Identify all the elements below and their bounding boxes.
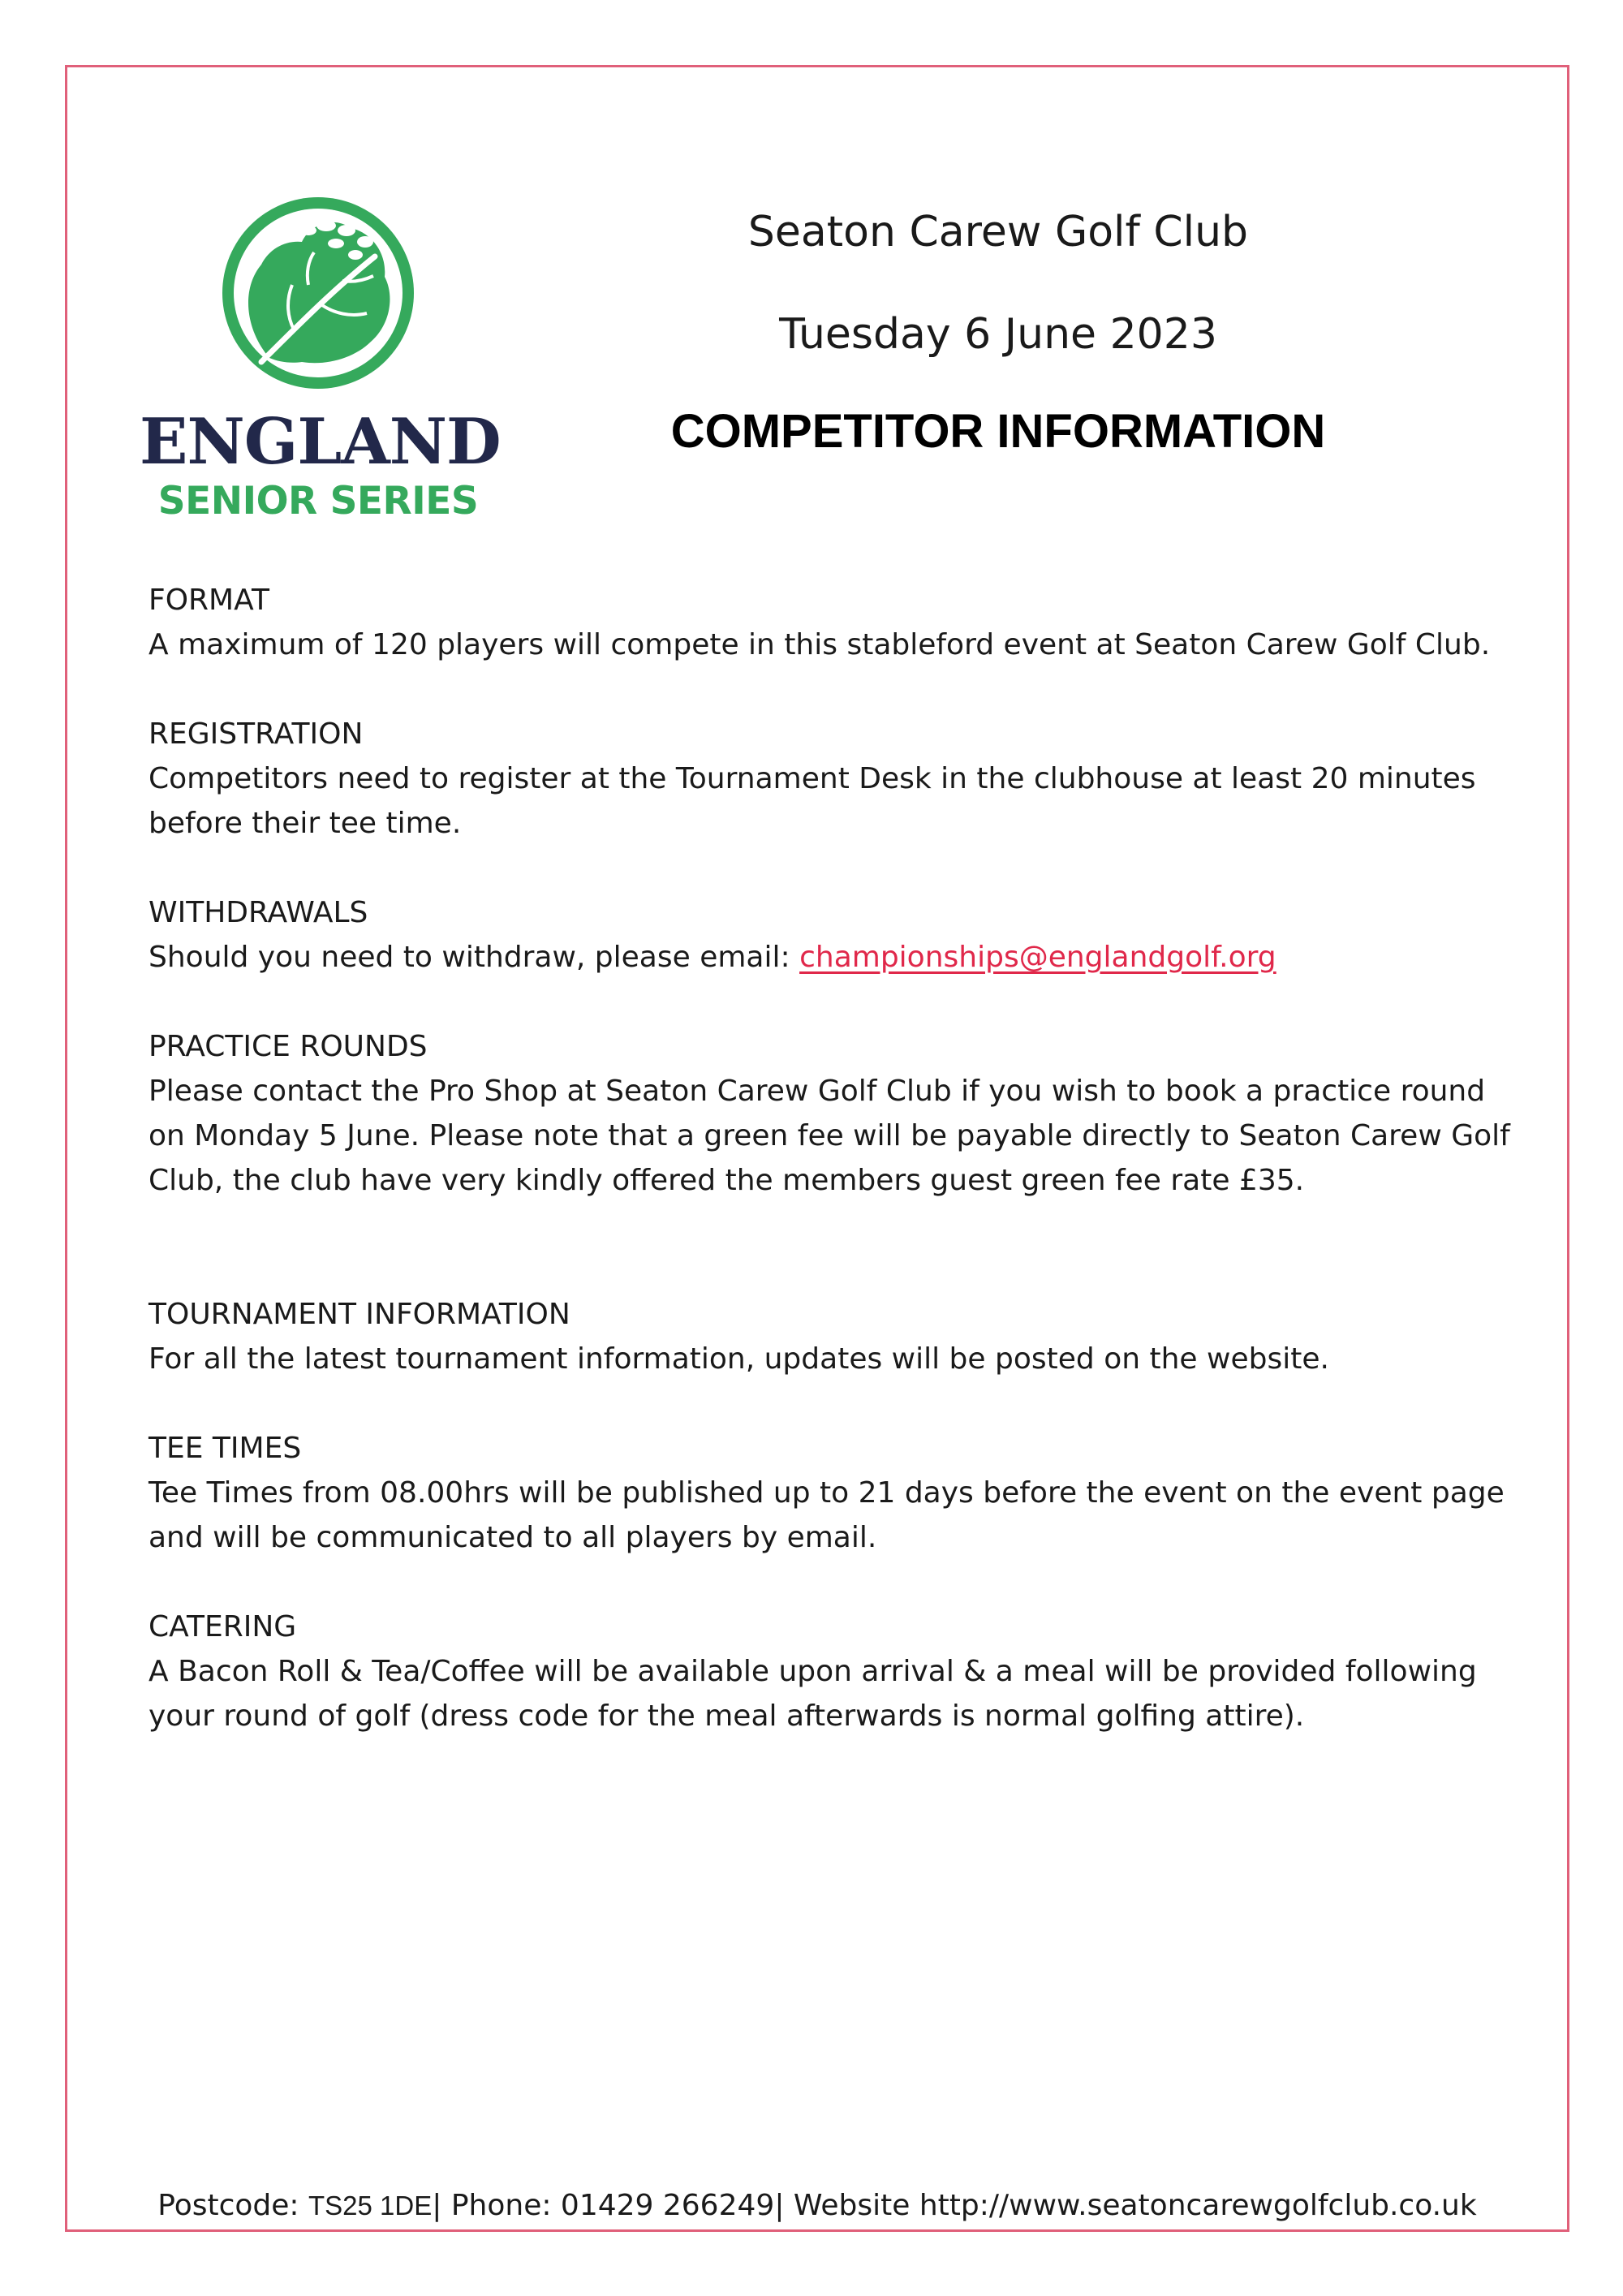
section-body: A Bacon Roll & Tea/Coffee will be available upon arrival & a meal will be provided following your round of golf (dress code for the meal afterwards is normal golfing attire). [149, 1655, 1477, 1733]
section-heading: FORMAT [149, 584, 269, 617]
oak-leaf-golf-ball-icon [213, 192, 424, 394]
logo-wordmark-senior-series: SENIOR SERIES [157, 479, 479, 523]
section-heading: TOURNAMENT INFORMATION [149, 1298, 570, 1331]
section-body [149, 935, 1512, 980]
section-tournament-information [149, 1292, 1512, 1381]
section-body: For all the latest tournament information, updates will be posted on the website. [149, 1342, 1329, 1376]
event-date: Tuesday 6 June 2023 [779, 310, 1217, 359]
venue-name: Seaton Carew Golf Club [747, 208, 1249, 256]
section-registration [149, 712, 1512, 846]
section-heading: CATERING [149, 1610, 297, 1643]
withdrawals-text: Should you need to withdraw, please email: [149, 941, 800, 974]
championships-email-link[interactable]: championships@englandgolf.org [799, 941, 1276, 974]
section-practice-rounds [149, 1024, 1512, 1203]
footer-phone: | Phone: 01429 266249 [432, 2189, 775, 2222]
section-heading: TEE TIMES [149, 1432, 302, 1465]
section-tee-times [149, 1426, 1512, 1560]
section-format [149, 578, 1512, 667]
england-senior-series-logo [140, 192, 501, 532]
section-catering [149, 1605, 1512, 1738]
footer-contact-info [65, 2191, 1569, 2221]
footer-website: | Website http://www.seatoncarewgolfclub.co.uk [774, 2189, 1477, 2222]
section-body: Competitors need to register at the Tournament Desk in the clubhouse at least 20 minutes before their tee time. [149, 762, 1476, 840]
section-body: Tee Times from 08.00hrs will be published up to 21 days before the event on the event page and will be communicated to all players by email. [149, 1476, 1505, 1554]
section-heading: PRACTICE ROUNDS [149, 1030, 428, 1063]
competitor-information-content [149, 578, 1512, 1783]
footer-postcode: TS25 1DE [308, 2190, 433, 2221]
section-body: A maximum of 120 players will compete in this stableford event at Seaton Carew Golf Club. [149, 628, 1491, 661]
section-withdrawals [149, 890, 1512, 980]
page-title: COMPETITOR INFORMATION [670, 405, 1326, 458]
section-heading: REGISTRATION [149, 717, 364, 751]
logo-wordmark-england: ENGLAND [140, 405, 501, 479]
section-heading: WITHDRAWALS [149, 896, 368, 929]
section-body: Please contact the Pro Shop at Seaton Carew Golf Club if you wish to book a practice round on Monday 5 June. Please note that a green fee will be payable directly to Seaton Carew Golf Club, the club have very kindly offered the members guest green fee rate £35. [149, 1075, 1510, 1197]
footer-postcode-label: Postcode: [157, 2189, 308, 2222]
